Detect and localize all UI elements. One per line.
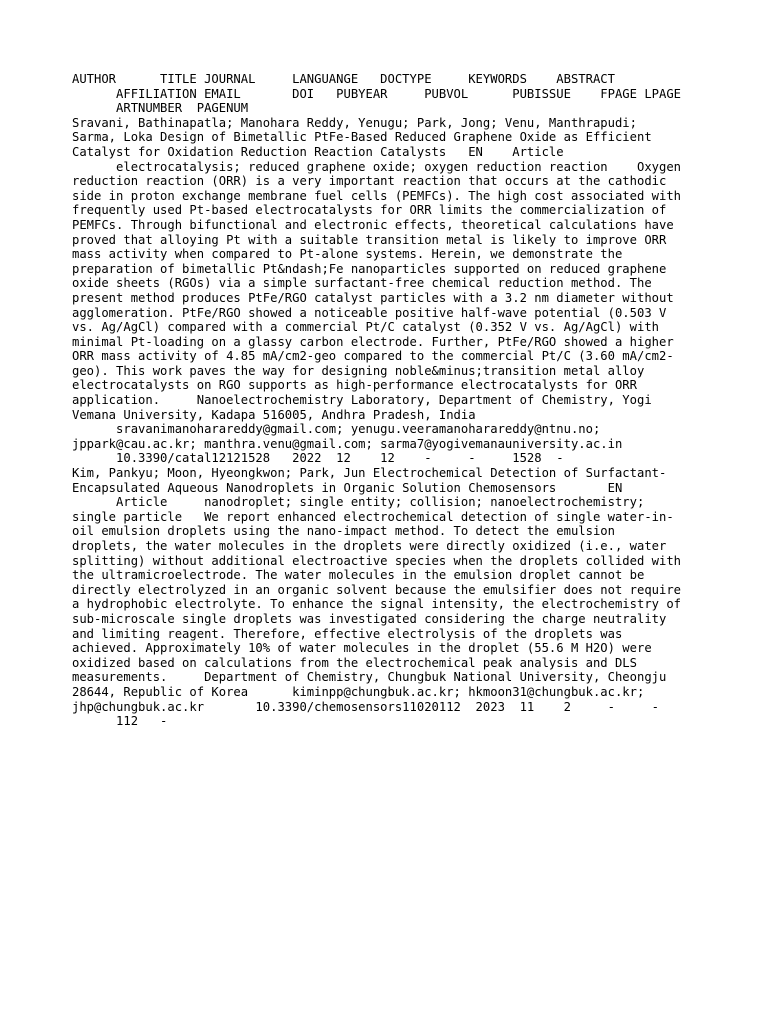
text-line: sub-microscale single droplets was investigated considering the charge neutrality: [72, 611, 667, 626]
text-line: present method produces PtFe/RGO catalyst particles with a 3.2 nm diameter without: [72, 290, 674, 305]
tab-delimited-record-text: [72, 72, 708, 729]
text-line: Vemana University, Kadapa 516005, Andhra Pradesh, India: [72, 407, 476, 422]
text-line: directly electrolyzed in an organic solvent because the emulsifier does not require: [72, 582, 682, 597]
text-line: geo). This work paves the way for designing noble&minus;transition metal alloy: [72, 363, 645, 378]
text-line: ORR mass activity of 4.85 mA/cm2-geo compared to the commercial Pt/C (3.60 mA/cm2-: [72, 349, 674, 364]
text-line: electrocatalysts on RGO supports as high-performance electrocatalysts for ORR: [72, 378, 637, 393]
text-line: Sarma, Loka Design of Bimetallic PtFe-Based Reduced Graphene Oxide as Efficient: [72, 130, 652, 145]
text-line: Encapsulated Aqueous Nanodroplets in Organic Solution Chemosensors EN: [72, 480, 623, 495]
text-line: and limiting reagent. Therefore, effective electrolysis of the droplets was: [72, 626, 623, 641]
text-line: electrocatalysis; reduced graphene oxide; oxygen reduction reaction Oxygen: [72, 159, 682, 174]
text-line: oil emulsion droplets using the nano-impact method. To detect the emulsion: [72, 524, 615, 539]
text-line: application. Nanoelectrochemistry Laboratory, Department of Chemistry, Yogi: [72, 393, 652, 408]
text-line: AUTHOR TITLE JOURNAL LANGUANGE DOCTYPE KEYWORDS ABSTRACT: [72, 72, 615, 86]
text-line: oxidized based on calculations from the electrochemical peak analysis and DLS: [72, 655, 637, 670]
text-line: single particle We report enhanced electrochemical detection of single water-in-: [72, 509, 674, 524]
text-line: droplets, the water molecules in the droplets were directly oxidized (i.e., water: [72, 539, 667, 553]
text-line: reduction reaction (ORR) is a very important reaction that occurs at the cathodic: [72, 174, 667, 189]
text-line: 112 -: [72, 714, 168, 729]
text-line: frequently used Pt-based electrocatalysts for ORR limits the commercialization of: [72, 203, 667, 218]
text-line: preparation of bimetallic Pt&ndash;Fe nanoparticles supported on reduced graphene: [72, 261, 667, 276]
text-line: the ultramicroelectrode. The water molecules in the emulsion droplet cannot be: [72, 568, 645, 583]
text-line: jhp@chungbuk.ac.kr 10.3390/chemosensors11020112 2023 11 2 - -: [72, 699, 659, 714]
text-line: 10.3390/catal12121528 2022 12 12 - - 1528 -: [72, 451, 564, 466]
text-line: side in proton exchange membrane fuel cells (PEMFCs). The high cost associated with: [72, 188, 682, 203]
text-line: Catalyst for Oxidation Reduction Reaction Catalysts EN Article: [72, 144, 564, 159]
text-line: Kim, Pankyu; Moon, Hyeongkwon; Park, Jun Electrochemical Detection of Surfactant-: [72, 466, 667, 481]
text-line: a hydrophobic electrolyte. To enhance the signal intensity, the electrochemistry of: [72, 597, 682, 612]
text-line: Article nanodroplet; single entity; collision; nanoelectrochemistry;: [72, 495, 645, 510]
text-line: 28644, Republic of Korea kiminpp@chungbuk.ac.kr; hkmoon31@chungbuk.ac.kr;: [72, 684, 645, 699]
text-line: measurements. Department of Chemistry, Chungbuk National University, Cheongju: [72, 670, 667, 685]
text-line: vs. Ag/AgCl) compared with a commercial Pt/C catalyst (0.352 V vs. Ag/AgCl) with: [72, 320, 659, 335]
text-line: achieved. Approximately 10% of water molecules in the droplet (55.6 M H2O) were: [72, 641, 652, 656]
text-line: proved that alloying Pt with a suitable transition metal is likely to improve ORR: [72, 232, 667, 247]
text-line: jppark@cau.ac.kr; manthra.venu@gmail.com; sarma7@yogivemanauniversity.ac.in: [72, 436, 623, 451]
text-line: AFFILIATION EMAIL DOI PUBYEAR PUBVOL PUBISSUE FPAGE LPAGE: [72, 86, 682, 101]
text-line: Sravani, Bathinapatla; Manohara Reddy, Yenugu; Park, Jong; Venu, Manthrapudi;: [72, 115, 637, 130]
text-line: agglomeration. PtFe/RGO showed a noticeable positive half-wave potential (0.503 V: [72, 305, 667, 320]
text-line: mass activity when compared to Pt-alone systems. Herein, we demonstrate the: [72, 247, 623, 262]
text-line: splitting) without additional electroactive species when the droplets collided with: [72, 553, 682, 568]
text-line: PEMFCs. Through bifunctional and electronic effects, theoretical calculations have: [72, 217, 674, 232]
text-line: sravanimanohararеddy@gmail.com; yenugu.veeramanohararеddy@ntnu.no;: [72, 422, 601, 437]
text-line: ARTNUMBER PAGENUM: [72, 101, 249, 116]
text-line: minimal Pt-loading on a glassy carbon electrode. Further, PtFe/RGO showed a higher: [72, 334, 674, 349]
text-line: oxide sheets (RGOs) via a simple surfactant-free chemical reduction method. The: [72, 276, 652, 291]
